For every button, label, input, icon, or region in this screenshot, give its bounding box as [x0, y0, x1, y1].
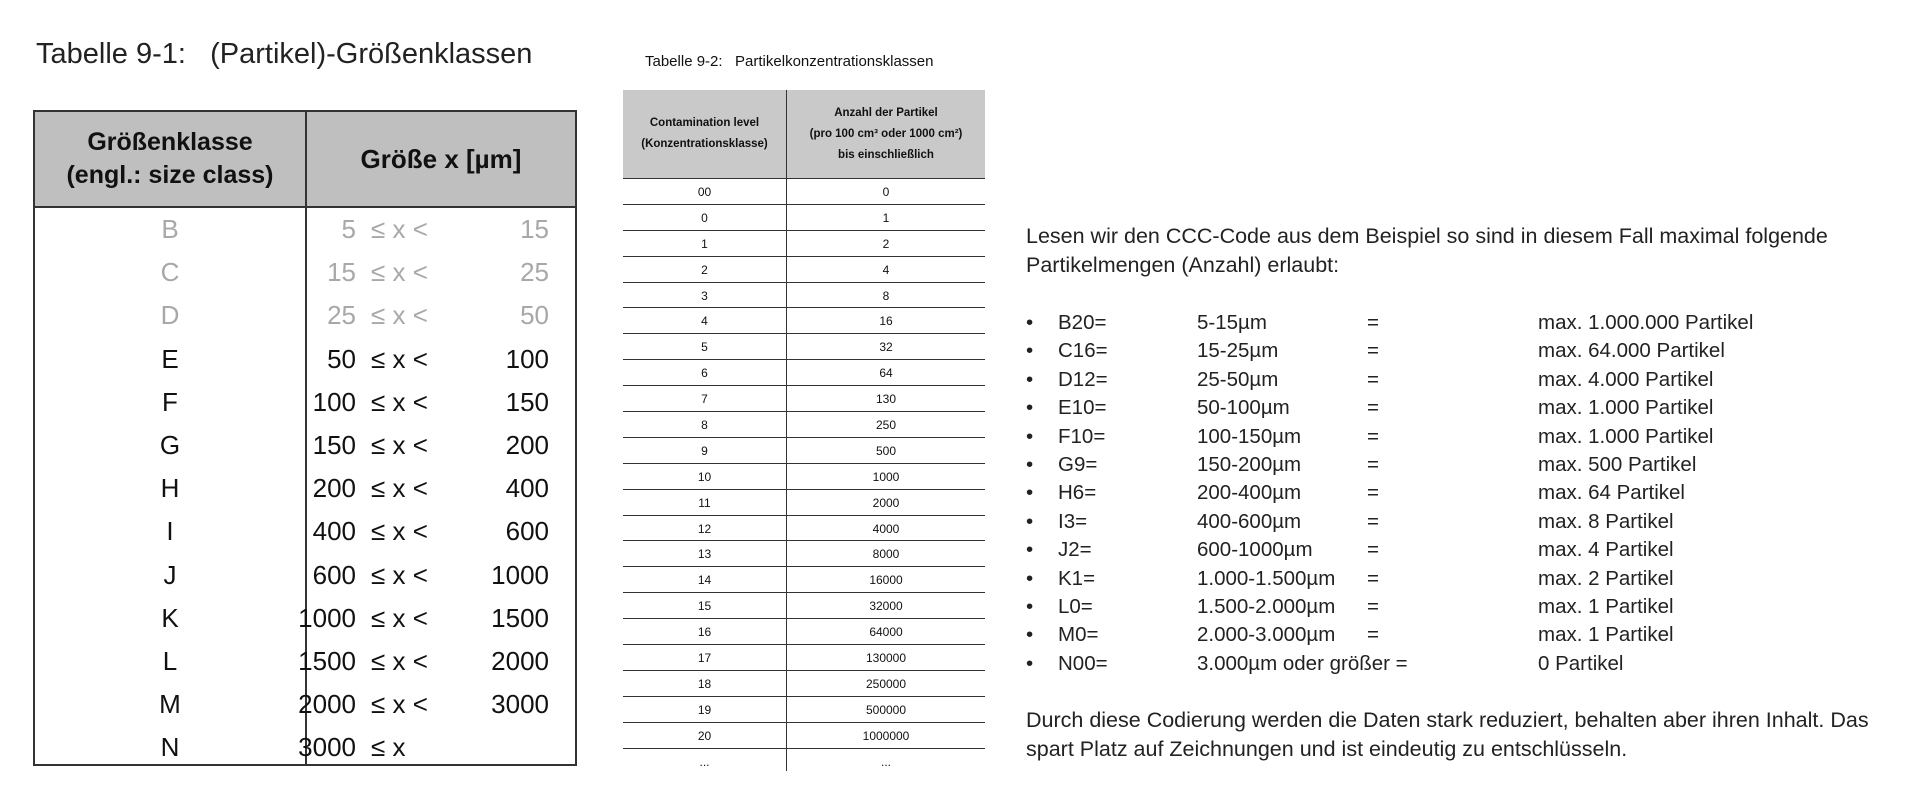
list-item [1026, 536, 1906, 564]
table-row [35, 597, 575, 640]
size-lower-bound: 600 [312, 559, 356, 590]
ccc-code: E10= [1058, 396, 1107, 420]
particle-count-cell: 1 [882, 210, 890, 225]
list-item [1026, 650, 1906, 678]
size-class-cell: D [160, 300, 180, 331]
table-row [623, 438, 985, 464]
equals-sign: = [1367, 594, 1379, 618]
size-lower-bound: 1000 [298, 602, 356, 633]
bullet: • [1026, 311, 1034, 334]
size-upper-bound: 25 [520, 257, 549, 288]
list-item [1026, 593, 1906, 621]
size-class-cell: G [159, 429, 181, 460]
contamination-level-cell: 19 [697, 702, 712, 717]
equals-sign: = [1367, 396, 1379, 420]
particle-count-cell: ... [880, 754, 891, 769]
bullet: • [1026, 367, 1034, 391]
table-row [623, 412, 985, 438]
table-row [623, 386, 985, 412]
size-class-rows [35, 208, 575, 769]
size-lower-bound: 15 [327, 257, 356, 288]
size-operator: ≤ x < [371, 257, 428, 288]
particle-count-cell: 16000 [869, 573, 903, 588]
size-lower-bound: 2000 [298, 689, 356, 720]
contamination-level-cell: 11 [698, 495, 711, 510]
size-range: 1.000-1.500µm [1197, 566, 1336, 590]
table-row [623, 490, 985, 516]
particle-count-cell: 8000 [872, 547, 900, 562]
table-row [623, 619, 985, 645]
table-row [35, 338, 575, 381]
contamination-level-cell: 00 [697, 185, 712, 199]
particle-count-cell: 32000 [869, 599, 903, 614]
size-class-cell: N [160, 732, 180, 763]
size-range: 600-1000µm [1197, 538, 1313, 562]
list-item [1026, 309, 1906, 337]
table-row [623, 541, 985, 567]
table-row [623, 308, 985, 334]
table2-title: Tabelle 9-2: Partikelkonzentrationsklassen [645, 53, 934, 70]
table-row [623, 749, 985, 775]
size-range: 50-100µm [1197, 396, 1290, 420]
table-row [35, 294, 575, 337]
table-row [623, 516, 985, 542]
table-row [623, 205, 985, 231]
particle-count-cell: 64000 [869, 625, 903, 640]
size-upper-bound: 3000 [491, 689, 549, 720]
size-lower-bound: 1500 [298, 645, 356, 676]
particle-count-cell: 2000 [872, 495, 900, 510]
table-row [623, 360, 985, 386]
max-particles: max. 8 Partikel [1538, 509, 1674, 533]
size-range: 1.500-2.000µm [1197, 594, 1336, 618]
particle-count-cell: 250000 [865, 676, 907, 691]
bullet: • [1026, 623, 1034, 647]
contamination-level-cell: 17 [697, 651, 712, 666]
size-range: 2.000-3.000µm [1197, 623, 1336, 647]
table-row [35, 251, 575, 294]
size-operator: ≤ x < [371, 300, 428, 331]
ccc-code: L0= [1058, 594, 1093, 618]
size-upper-bound: 2000 [491, 645, 549, 676]
contamination-level-cell: 6 [701, 366, 708, 381]
size-class-cell: F [162, 386, 178, 417]
table-row [35, 554, 575, 597]
size-upper-bound: 1000 [491, 559, 549, 590]
table1-title: Tabelle 9-1: (Partikel)-Größenklassen [36, 38, 533, 70]
max-particles: max. 1.000 Partikel [1538, 424, 1714, 448]
particle-count-cell: 32 [879, 340, 893, 355]
size-upper-bound: 200 [505, 429, 549, 460]
size-class-cell: J [163, 559, 177, 590]
size-lower-bound: 25 [327, 300, 356, 331]
equals-sign: = [1367, 367, 1379, 391]
size-class-table [33, 110, 577, 766]
contamination-level-cell: 15 [697, 599, 712, 614]
equals-sign: = [1367, 538, 1379, 562]
size-class-cell: H [160, 473, 180, 504]
ccc-code: D12= [1058, 367, 1108, 391]
table-row [35, 424, 575, 467]
contamination-level-cell: 7 [701, 392, 708, 407]
contamination-level-cell: 9 [701, 443, 708, 458]
particle-count-cell: 500000 [865, 702, 907, 717]
size-operator: ≤ x < [371, 559, 428, 590]
max-particles: max. 1.000 Partikel [1538, 396, 1714, 420]
ccc-code: C16= [1058, 339, 1108, 363]
table-row [35, 467, 575, 510]
table-row [623, 179, 985, 205]
size-class-cell: K [161, 602, 179, 633]
contamination-level-cell: 12 [697, 521, 712, 536]
size-class-cell: E [161, 343, 179, 374]
header-size: Größe x [µm] [360, 143, 522, 174]
intro-paragraph: Lesen wir den CCC-Code aus dem Beispiel so sind in diesem Fall maximal folgende Partikelmengen (Anzahl) erlaubt: [1026, 224, 1828, 277]
table-row [623, 671, 985, 697]
size-class-cell: C [160, 257, 180, 288]
list-item [1026, 337, 1906, 365]
table-row [623, 257, 985, 283]
size-lower-bound: 5 [341, 214, 356, 244]
max-particles: max. 4.000 Partikel [1538, 367, 1714, 391]
max-particles: max. 1.000.000 Partikel [1538, 311, 1754, 334]
concentration-rows [623, 179, 985, 774]
particle-count-cell: 130 [875, 392, 897, 407]
table-row [35, 726, 575, 769]
ccc-code: J2= [1058, 538, 1092, 562]
size-upper-bound: 150 [505, 386, 549, 417]
bullet: • [1026, 396, 1034, 420]
size-range: 15-25µm [1197, 339, 1279, 363]
header-size-class: Größenklasse (engl.: size class) [66, 128, 274, 189]
equals-sign: = [1367, 623, 1379, 647]
contamination-level-cell: 3 [701, 288, 708, 303]
table-row [623, 593, 985, 619]
contamination-level-cell: 16 [697, 625, 712, 640]
table-row [35, 208, 575, 251]
equals-sign: = [1367, 481, 1379, 505]
table-row [623, 464, 985, 490]
table-row [35, 381, 575, 424]
bullet: • [1026, 538, 1034, 562]
size-operator: ≤ x < [371, 645, 428, 676]
size-operator: ≤ x < [371, 386, 428, 417]
table-row [623, 334, 985, 360]
table-row [623, 697, 985, 723]
contamination-level-cell: 2 [701, 262, 708, 277]
table-row [623, 723, 985, 749]
ccc-code: H6= [1058, 481, 1097, 505]
bullet: • [1026, 509, 1034, 533]
size-class-cell: B [161, 214, 179, 244]
ccc-code: K1= [1058, 566, 1096, 590]
size-class-cell: M [159, 689, 181, 720]
max-particles: max. 1 Partikel [1538, 594, 1674, 618]
size-operator: ≤ x < [371, 602, 428, 633]
size-upper-bound: 600 [505, 516, 549, 547]
size-lower-bound: 100 [312, 386, 356, 417]
list-item [1026, 366, 1906, 394]
table-row [35, 510, 575, 553]
equals-sign: = [1367, 509, 1379, 533]
concentration-class-table [623, 90, 985, 774]
contamination-level-cell: 1 [701, 236, 708, 251]
bullet: • [1026, 651, 1034, 675]
bullet: • [1026, 594, 1034, 618]
max-particles: max. 64 Partikel [1538, 481, 1685, 505]
size-range: 100-150µm [1197, 424, 1302, 448]
size-operator: ≤ x < [371, 516, 428, 547]
header-particle-count: Anzahl der Partikel (pro 100 cm³ oder 1000 cm²) bis einschließlich [809, 106, 963, 161]
bullet: • [1026, 339, 1034, 363]
ccc-code: F10= [1058, 424, 1106, 448]
contamination-level-cell: 4 [701, 314, 708, 329]
table-row [35, 640, 575, 683]
equals-sign: = [1367, 566, 1379, 590]
equals-sign: = [1367, 339, 1379, 363]
header-contamination-level: Contamination level (Konzentrationsklasse) [641, 117, 768, 150]
size-operator: ≤ x < [371, 343, 428, 374]
size-range: 200-400µm [1197, 481, 1302, 505]
size-range: 25-50µm [1197, 367, 1279, 391]
max-particles: max. 500 Partikel [1538, 452, 1697, 476]
particle-count-cell: 2 [882, 236, 890, 251]
ccc-code-list [1026, 309, 1906, 678]
size-range: 400-600µm [1197, 509, 1302, 533]
size-lower-bound: 200 [312, 473, 356, 504]
contamination-level-cell: 18 [697, 676, 712, 691]
max-particles: 0 Partikel [1538, 651, 1624, 675]
size-class-cell: I [166, 516, 174, 547]
list-item [1026, 423, 1906, 451]
size-lower-bound: 50 [327, 343, 356, 374]
size-upper-bound: 400 [505, 473, 549, 504]
size-range: 5-15µm [1197, 311, 1267, 334]
ccc-code: I3= [1058, 509, 1088, 533]
concentration-table-header [623, 90, 985, 179]
bullet: • [1026, 481, 1034, 505]
ccc-code: B20= [1058, 311, 1107, 334]
contamination-level-cell: 13 [697, 547, 712, 562]
size-lower-bound: 3000 [298, 732, 356, 763]
list-item [1026, 508, 1906, 536]
particle-count-cell: 64 [879, 366, 893, 381]
size-class-cell: L [162, 645, 178, 676]
particle-count-cell: 250 [875, 418, 897, 433]
size-operator: ≤ x < [371, 429, 428, 460]
size-lower-bound: 400 [312, 516, 356, 547]
list-item [1026, 621, 1906, 649]
table-row [35, 683, 575, 726]
particle-count-cell: 1000000 [862, 728, 910, 743]
list-item [1026, 394, 1906, 422]
size-operator: ≤ x [371, 732, 406, 763]
contamination-level-cell: 0 [701, 210, 708, 225]
list-item [1026, 565, 1906, 593]
particle-count-cell: 1000 [872, 469, 900, 484]
equals-sign: = [1367, 311, 1379, 334]
particle-count-cell: 4 [882, 262, 890, 277]
particle-count-cell: 16 [879, 314, 893, 329]
size-range: 3.000µm oder größer = [1197, 651, 1408, 675]
size-operator: ≤ x < [371, 473, 428, 504]
bullet: • [1026, 424, 1034, 448]
ccc-code: N00= [1058, 651, 1108, 675]
bullet: • [1026, 452, 1034, 476]
max-particles: max. 2 Partikel [1538, 566, 1674, 590]
size-range: 150-200µm [1197, 452, 1302, 476]
contamination-level-cell: ... [699, 754, 710, 769]
ccc-code: G9= [1058, 452, 1098, 476]
table-row [623, 231, 985, 257]
particle-count-cell: 8 [882, 288, 890, 303]
max-particles: max. 1 Partikel [1538, 623, 1674, 647]
table-row [623, 283, 985, 309]
particle-count-cell: 500 [875, 443, 897, 458]
list-item [1026, 479, 1906, 507]
particle-count-cell: 0 [882, 185, 890, 199]
size-upper-bound: 100 [505, 343, 549, 374]
size-lower-bound: 150 [312, 429, 356, 460]
particle-count-cell: 4000 [872, 521, 900, 536]
contamination-level-cell: 8 [701, 418, 708, 433]
max-particles: max. 64.000 Partikel [1538, 339, 1725, 363]
contamination-level-cell: 20 [697, 728, 712, 743]
equals-sign: = [1367, 452, 1379, 476]
size-upper-bound: 1500 [491, 602, 549, 633]
size-upper-bound: 50 [520, 300, 549, 331]
outro-paragraph: Durch diese Codierung werden die Daten stark reduziert, behalten aber ihren Inhalt. Das spart Platz auf Zeichnungen und ist eindeutig zu entschlüsseln. [1026, 708, 1869, 761]
ccc-code: M0= [1058, 623, 1099, 647]
contamination-level-cell: 14 [697, 573, 712, 588]
contamination-level-cell: 10 [697, 469, 712, 484]
size-operator: ≤ x < [371, 689, 428, 720]
contamination-level-cell: 5 [701, 340, 708, 355]
table-row [623, 567, 985, 593]
list-item [1026, 451, 1906, 479]
size-upper-bound: 15 [520, 214, 549, 244]
bullet: • [1026, 566, 1034, 590]
equals-sign: = [1367, 424, 1379, 448]
particle-count-cell: 130000 [865, 651, 907, 666]
max-particles: max. 4 Partikel [1538, 538, 1674, 562]
size-operator: ≤ x < [371, 214, 428, 244]
table-row [623, 645, 985, 671]
